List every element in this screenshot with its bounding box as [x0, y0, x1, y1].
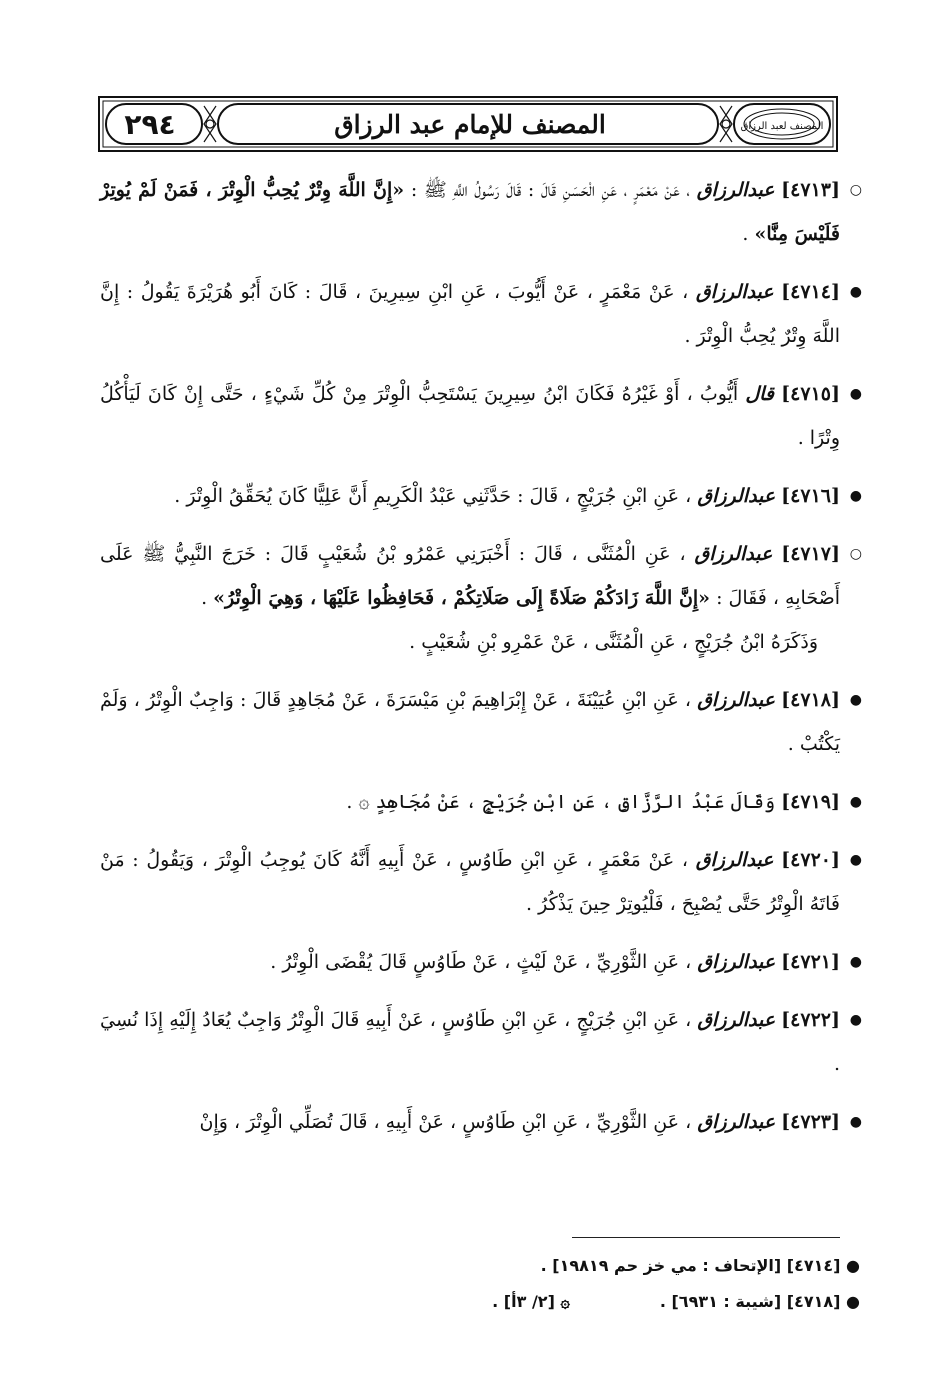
- hadith-entry: [100, 372, 862, 460]
- mawquf-marker-icon: ●: [849, 692, 862, 708]
- hadith-chain: ، عَنِ الْمُثَنَّى ، قَالَ : أَخْبَرَنِي عَمْرُو بْنُ شُعَيْبٍ قَالَ : خَرَجَ النَّبِيُّ ﷺ عَلَى أَصْحَابِهِ ، فَقَالَ :: [100, 543, 840, 609]
- mawquf-marker-icon: ●: [849, 284, 862, 300]
- hadith-number: [٤٧٢١]: [781, 951, 840, 973]
- marfu-marker-icon: ○: [849, 546, 862, 562]
- hadith-chain: ، عَنِ ابْنِ جُرَيْجٍ ، عَنِ ابْنِ طَاوُسٍ ، عَنْ أَبِيهِ قَالَ الْوِتْرُ وَاجِبٌ يُعَادُ إِلَيْهِ إِذَا نُسِيَ .: [100, 1009, 840, 1075]
- hadith-entry: [100, 838, 862, 926]
- mawquf-marker-icon: ●: [849, 954, 862, 970]
- hadith-number: [٤٧١٧]: [781, 543, 841, 565]
- narrator-name: عبدالرزاق: [697, 689, 775, 711]
- hadith-entry: [100, 1100, 862, 1144]
- book-title: المصنف للإمام عبد الرزاق: [334, 109, 606, 139]
- page-number: ٢٩٤: [124, 107, 176, 141]
- hadith-entry: [100, 532, 862, 664]
- mawquf-marker-icon: ●: [849, 386, 862, 402]
- hadith-entry: [100, 168, 862, 256]
- narrator-name: عبدالرزاق: [694, 543, 773, 565]
- hadith-chain: ، عَنْ مَعْمَرٍ ، عَنِ الْحَسَنِ قَالَ : قَالَ رَسُولُ اللَّهِ ﷺ :: [410, 179, 691, 201]
- hadith-number: [٤٧٢٠]: [781, 849, 840, 871]
- hadith-chain: وَقَالَ عَبْدُ الرَّزَّاقِ ، عَنِ ابْنِ جُرَيْجٍ ، عَنْ مُجَاهِدٍ ۞ .: [346, 791, 776, 813]
- mawquf-marker-icon: ●: [849, 794, 862, 810]
- hadith-number: [٤٧١٨]: [781, 689, 840, 711]
- hadith-chain: ، عَنْ مَعْمَرٍ ، عَنِ ابْنِ طَاوُسٍ ، عَنْ أَبِيهِ أَنَّهُ كَانَ يُوجِبُ الْوِتْرَ ، وَيَقُولُ : مَنْ فَاتَهُ الْوِتْرُ حَتَّى يُصْبِحَ ، فَلْيُوتِرْ حِينَ يَذْكُرُ .: [100, 849, 840, 915]
- hadith-number: [٤٧٢٢]: [781, 1009, 840, 1031]
- hadith-text: «إِنَّ اللَّهَ وِتْرٌ يُحِبُّ الْوِتْرَ ، فَمَنْ لَمْ يُوتِرْ فَلَيْسَ مِنَّا»: [100, 179, 840, 245]
- narrator-name: قال: [745, 383, 775, 405]
- narrator-name: عبدالرزاق: [697, 1009, 776, 1031]
- footnote-manuscript-ref: ۞ [٢/ ٣أ] .: [492, 1292, 570, 1311]
- footnote-text: ● [٤٧١٤] [الإتحاف : مي خز حم ١٩٨١٩] .: [540, 1256, 860, 1275]
- hadith-entry: [100, 270, 862, 358]
- narrator-name: عبدالرزاق: [696, 179, 775, 201]
- hadith-text: «إِنَّ اللَّهَ زَادَكُمْ صَلَاةً إِلَى صَلَاتِكُمْ ، فَحَافِظُوا عَلَيْهَا ، وَهِيَ الْوِتْرُ»: [213, 587, 711, 609]
- hadith-tail: .: [742, 223, 755, 245]
- footnote-divider: [572, 1237, 840, 1238]
- hadith-chain: ، عَنِ الثَّوْرِيِّ ، عَنْ لَيْثٍ ، عَنْ طَاوُسٍ قَالَ يُقْضَى الْوِتْرُ .: [270, 951, 692, 973]
- hadith-entry: [100, 474, 862, 518]
- footnotes: [100, 1248, 860, 1320]
- hadith-number: [٤٧٢٣]: [781, 1111, 840, 1133]
- hadith-number: [٤٧١٤]: [781, 281, 840, 303]
- hadith-chain: ، عَنِ ابْنِ عُيَيْنَةَ ، عَنْ إِبْرَاهِيمَ بْنِ مَيْسَرَةَ ، عَنْ مُجَاهِدٍ قَالَ : وَاجِبٌ الْوِتْرُ ، وَلَمْ يَكْتُبْ .: [100, 689, 840, 755]
- hadith-list: [100, 168, 862, 1158]
- hadith-number: [٤٧١٦]: [781, 485, 840, 507]
- hadith-tail: .: [201, 587, 214, 609]
- hadith-chain: ، عَنِ الثَّوْرِيِّ ، عَنِ ابْنِ طَاوُسٍ ، عَنْ أَبِيهِ ، قَالَ تُصَلِّي الْوِتْرَ ، وَإِنْ: [199, 1111, 692, 1133]
- hadith-entry: [100, 998, 862, 1086]
- hadith-entry: [100, 780, 862, 824]
- hadith-entry: [100, 940, 862, 984]
- narrator-name: عبدالرزاق: [697, 1111, 776, 1133]
- footnote: [100, 1248, 860, 1284]
- mawquf-marker-icon: ●: [849, 488, 862, 504]
- mawquf-marker-icon: ●: [849, 1012, 862, 1028]
- mawquf-marker-icon: ●: [849, 1114, 862, 1130]
- hadith-number: [٤٧١٩]: [781, 791, 840, 813]
- hadith-number: [٤٧١٥]: [781, 383, 840, 405]
- hadith-chain: أَيُّوبُ ، أَوْ غَيْرُهُ فَكَانَ ابْنُ سِيرِينَ يَسْتَحِبُّ الْوِتْرَ مِنْ كُلِّ شَيْءٍ ، حَتَّى إِنْ كَانَ لَيَأْكُلُ وِتْرًا .: [100, 383, 840, 449]
- hadith-entry: [100, 678, 862, 766]
- narrator-name: عبدالرزاق: [697, 951, 776, 973]
- hadith-number: [٤٧١٣]: [781, 179, 840, 201]
- mawquf-marker-icon: ●: [849, 852, 862, 868]
- narrator-name: عبدالرزاق: [695, 849, 774, 871]
- footnote: [100, 1284, 860, 1320]
- marfu-marker-icon: ○: [849, 182, 862, 198]
- narrator-name: عبدالرزاق: [695, 281, 774, 303]
- header-seal-text: المصنف لعبد الرزاق: [740, 121, 824, 132]
- narrator-name: عبدالرزاق: [697, 485, 776, 507]
- hadith-chain: ، عَنْ مَعْمَرٍ ، عَنْ أَيُّوبَ ، عَنِ ابْنِ سِيرِينَ ، قَالَ : كَانَ أَبُو هُرَيْرَةَ يَقُولُ : إِنَّ اللَّهَ وِتْرٌ يُحِبُّ الْوِتْرَ .: [100, 281, 840, 347]
- hadith-note: وَذَكَرَهُ ابْنُ جُرَيْجٍ ، عَنِ الْمُثَنَّى ، عَنْ عَمْرِو بْنِ شُعَيْبٍ .: [409, 631, 818, 653]
- hadith-chain: ، عَنِ ابْنِ جُرَيْجٍ ، قَالَ : حَدَّثَنِي عَبْدُ الْكَرِيمِ أَنَّ عَلِيًّا كَانَ يُحَقِّقُ الْوِتْرَ .: [174, 485, 692, 507]
- footnote-text: ● [٤٧١٨] [شيبة : ٦٩٣١] .: [659, 1292, 860, 1311]
